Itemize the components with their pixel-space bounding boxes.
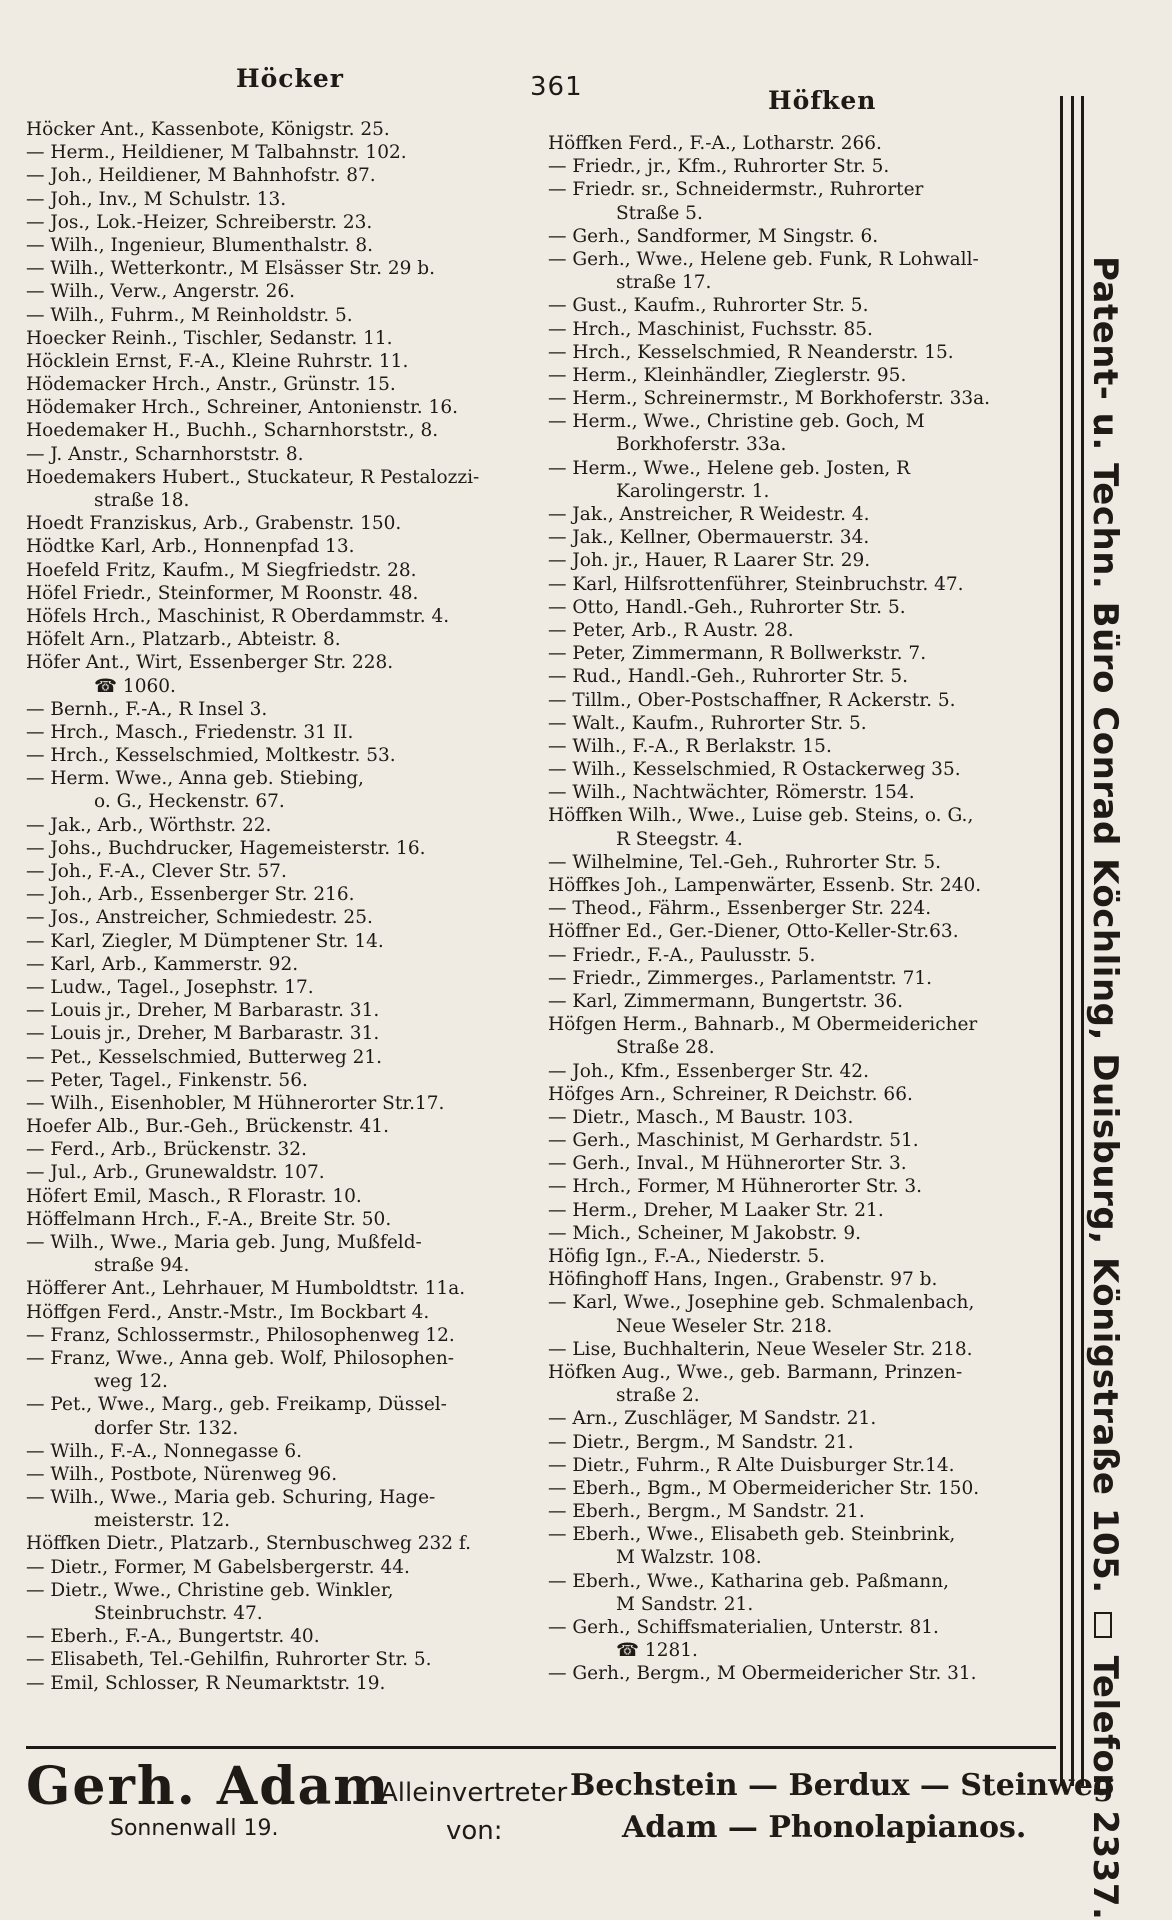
directory-entry: Höffken Wilh., Wwe., Luise geb. Steins, o. G., bbox=[548, 805, 974, 827]
directory-entry: — Karl, Hilfsrottenführer, Steinbruchstr. 47. bbox=[548, 573, 964, 595]
directory-entry: — Walt., Kaufm., Ruhrorter Str. 5. bbox=[548, 712, 867, 734]
directory-entry: Karolingerstr. 1. bbox=[616, 480, 770, 502]
directory-entry: — Friedr., jr., Kfm., Ruhrorter Str. 5. bbox=[548, 156, 890, 178]
directory-entry: — Eberh., Wwe., Elisabeth geb. Steinbrink, bbox=[548, 1524, 956, 1546]
directory-entry: — Dietr., Masch., M Baustr. 103. bbox=[548, 1106, 854, 1128]
directory-entry: — Gerh., Sandformer, M Singstr. 6. bbox=[548, 225, 879, 247]
directory-entry: — Ferd., Arb., Brückenstr. 32. bbox=[26, 1139, 307, 1161]
directory-entry: Hoedemakers Hubert., Stuckateur, R Pestalozzi- bbox=[26, 466, 480, 488]
directory-entry: — J. Anstr., Scharnhorststr. 8. bbox=[26, 443, 304, 465]
directory-entry: — Johs., Buchdrucker, Hagemeisterstr. 16. bbox=[26, 837, 426, 859]
directory-entry: Höfgen Herm., Bahnarb., M Obermeidericher bbox=[548, 1014, 978, 1036]
directory-entry: Hödemaker Hrch., Schreiner, Antonienstr. 16. bbox=[26, 397, 458, 419]
directory-entry: Höfig Ign., F.-A., Niederstr. 5. bbox=[548, 1246, 825, 1267]
directory-entry: — Wilh., Nachtwächter, Römerstr. 154. bbox=[548, 782, 915, 804]
directory-entry: — Pet., Wwe., Marg., geb. Freikamp, Düssel- bbox=[26, 1394, 447, 1416]
directory-entry: Hoecker Reinh., Tischler, Sedanstr. 11. bbox=[26, 327, 393, 349]
directory-entry: Straße 28. bbox=[616, 1037, 715, 1059]
directory-entry: — Karl, Wwe., Josephine geb. Schmalenbach, bbox=[548, 1292, 975, 1314]
directory-entry: — Peter, Zimmermann, R Bollwerkstr. 7. bbox=[548, 643, 927, 665]
directory-entry: — Louis jr., Dreher, M Barbarastr. 31. bbox=[26, 1023, 380, 1045]
directory-entry: — Joh., Inv., M Schulstr. 13. bbox=[26, 188, 287, 210]
directory-entry: — Eberh., Bergm., M Sandstr. 21. bbox=[548, 1501, 865, 1523]
directory-entry: — Jak., Arb., Wörthstr. 22. bbox=[26, 814, 272, 836]
directory-entry: — Gerh., Inval., M Hühnerorter Str. 3. bbox=[548, 1153, 907, 1175]
directory-entry: — Joh., Kfm., Essenberger Str. 42. bbox=[548, 1060, 869, 1082]
directory-entry: Hoefeld Fritz, Kaufm., M Siegfriedstr. 28. bbox=[26, 559, 417, 581]
directory-entry: Neue Weseler Str. 218. bbox=[616, 1315, 833, 1337]
directory-entry: — Joh., Heildiener, M Bahnhofstr. 87. bbox=[26, 165, 376, 187]
directory-entry: — Gerh., Maschinist, M Gerhardstr. 51. bbox=[548, 1130, 919, 1152]
directory-entry: Hoedt Franziskus, Arb., Grabenstr. 150. bbox=[26, 513, 402, 535]
directory-entry: — Rud., Handl.-Geh., Ruhrorter Str. 5. bbox=[548, 666, 908, 688]
directory-entry: Höcker Ant., Kassenbote, Königstr. 25. bbox=[26, 119, 390, 140]
directory-entry: — Peter, Arb., R Austr. 28. bbox=[548, 619, 794, 641]
directory-entry: — Jos., Lok.-Heizer, Schreiberstr. 23. bbox=[26, 211, 373, 233]
directory-entry: meisterstr. 12. bbox=[94, 1510, 231, 1532]
directory-entry: — Emil, Schlosser, R Neumarktstr. 19. bbox=[26, 1672, 386, 1694]
directory-entry: M Sandstr. 21. bbox=[616, 1593, 754, 1615]
directory-entry: — Wilh., Wetterkontr., M Elsässer Str. 29 b. bbox=[26, 258, 435, 280]
directory-entry: Höfels Hrch., Maschinist, R Oberdammstr. 4. bbox=[26, 605, 450, 627]
directory-entry: — Jul., Arb., Grunewaldstr. 107. bbox=[26, 1162, 325, 1184]
directory-entry: ☎ 1060. bbox=[94, 675, 176, 697]
directory-entry: — Wilh., Wwe., Maria geb. Jung, Mußfeld- bbox=[26, 1232, 422, 1253]
left-running-head: Höcker bbox=[236, 64, 344, 93]
advert-brands: Bechstein — Berdux — Steinweg bbox=[570, 1768, 1114, 1803]
directory-entry: Hödemacker Hrch., Anstr., Grünstr. 15. bbox=[26, 374, 396, 396]
directory-entry: straße 18. bbox=[94, 490, 190, 511]
directory-entry: — Eberh., Bgm., M Obermeidericher Str. 150. bbox=[548, 1477, 980, 1499]
directory-entry: — Herm., Wwe., Helene geb. Josten, R bbox=[548, 457, 911, 479]
directory-entry: — Theod., Fährm., Essenberger Str. 224. bbox=[548, 898, 932, 920]
directory-entry: — Hrch., Masch., Friedenstr. 31 II. bbox=[26, 721, 354, 743]
directory-entry: — Friedr., Zimmerges., Parlamentstr. 71. bbox=[548, 967, 932, 989]
directory-entry: Höfert Emil, Masch., R Florastr. 10. bbox=[26, 1185, 362, 1207]
right-column bbox=[548, 132, 1068, 1686]
directory-entry: dorfer Str. 132. bbox=[94, 1417, 239, 1439]
advert-von: von: bbox=[446, 1816, 503, 1846]
directory-entry: Höffner Ed., Ger.-Diener, Otto-Keller-Str.63. bbox=[548, 921, 959, 943]
left-column bbox=[26, 118, 546, 1695]
directory-entry: R Steegstr. 4. bbox=[616, 828, 743, 850]
directory-entry: — Wilh., F.-A., Nonnegasse 6. bbox=[26, 1440, 302, 1462]
directory-entry: — Otto, Handl.-Geh., Ruhrorter Str. 5. bbox=[548, 596, 906, 618]
directory-entry: — Herm., Kleinhändler, Zieglerstr. 95. bbox=[548, 364, 907, 386]
directory-entry: — Arn., Zuschläger, M Sandstr. 21. bbox=[548, 1408, 877, 1430]
directory-entry: — Franz, Schlossermstr., Philosophenweg 12. bbox=[26, 1324, 455, 1346]
directory-entry: Höffelmann Hrch., F.-A., Breite Str. 50. bbox=[26, 1208, 392, 1230]
directory-entry: M Walzstr. 108. bbox=[616, 1547, 762, 1569]
directory-entry: Borkhoferstr. 33a. bbox=[616, 434, 787, 456]
directory-entry: — Jak., Anstreicher, R Weidestr. 4. bbox=[548, 504, 870, 525]
sidebar-advert bbox=[1060, 96, 1165, 1920]
directory-entry: Steinbruchstr. 47. bbox=[94, 1603, 263, 1624]
directory-entry: — Mich., Scheiner, M Jakobstr. 9. bbox=[548, 1222, 862, 1244]
directory-entry: Höfer Ant., Wirt, Essenberger Str. 228. bbox=[26, 652, 394, 674]
directory-entry: — Wilh., Wwe., Maria geb. Schuring, Hage- bbox=[26, 1487, 436, 1509]
advert-representative: Alleinvertreter bbox=[380, 1778, 568, 1808]
directory-entry: — Tillm., Ober-Postschaffner, R Ackerstr. 5. bbox=[548, 689, 956, 711]
directory-entry: — Wilh., Postbote, Nürenweg 96. bbox=[26, 1463, 338, 1485]
directory-entry: ☎ 1281. bbox=[616, 1640, 698, 1662]
directory-entry: — Karl, Arb., Kammerstr. 92. bbox=[26, 953, 299, 975]
directory-entry: Höffkes Joh., Lampenwärter, Essenb. Str. 240. bbox=[548, 875, 982, 896]
directory-entry: — Herm., Wwe., Christine geb. Goch, M bbox=[548, 411, 925, 433]
directory-entry: Höfel Friedr., Steinformer, M Roonstr. 48. bbox=[26, 582, 419, 604]
directory-entry: — Hrch., Kesselschmied, R Neanderstr. 15. bbox=[548, 341, 954, 363]
directory-entry: — Wilh., Ingenieur, Blumenthalstr. 8. bbox=[26, 234, 374, 256]
directory-entry: — Louis jr., Dreher, M Barbarastr. 31. bbox=[26, 1000, 380, 1022]
directory-entry: weg 12. bbox=[94, 1371, 168, 1393]
directory-entry: — Wilh., Eisenhobler, M Hühnerorter Str.17. bbox=[26, 1092, 445, 1114]
sidebar-company: Patent- u. Techn. Büro Conrad Köchling, Duisburg, Königstraße 105. bbox=[1085, 256, 1125, 1594]
directory-entry: Höfges Arn., Schreiner, R Deichstr. 66. bbox=[548, 1083, 913, 1105]
directory-entry: — Lise, Buchhalterin, Neue Weseler Str. 218. bbox=[548, 1338, 973, 1360]
right-running-head: Höfken bbox=[768, 86, 877, 115]
advert-address: Sonnenwall 19. bbox=[110, 1816, 279, 1841]
directory-entry: — Herm., Heildiener, M Talbahnstr. 102. bbox=[26, 142, 407, 164]
sidebar-phone: Telefon 2337. bbox=[1085, 1655, 1125, 1920]
directory-entry: — Herm., Schreinermstr., M Borkhoferstr. 33a. bbox=[548, 388, 991, 410]
directory-entry: straße 17. bbox=[616, 272, 712, 294]
directory-entry: — Jak., Kellner, Obermauerstr. 34. bbox=[548, 527, 870, 549]
directory-entry: — Gust., Kaufm., Ruhrorter Str. 5. bbox=[548, 295, 869, 317]
directory-entry: Höfelt Arn., Platzarb., Abteistr. 8. bbox=[26, 629, 341, 651]
directory-entry: — Friedr. sr., Schneidermstr., Ruhrorter bbox=[548, 179, 924, 201]
directory-entry: — Wilhelmine, Tel.-Geh., Ruhrorter Str. 5. bbox=[548, 851, 941, 873]
directory-entry: Höffken Dietr., Platzarb., Sternbuschweg 232 f. bbox=[26, 1533, 471, 1555]
directory-entry: — Karl, Zimmermann, Bungertstr. 36. bbox=[548, 990, 903, 1012]
directory-entry: — Eberh., F.-A., Bungertstr. 40. bbox=[26, 1626, 320, 1648]
directory-entry: Höffgen Ferd., Anstr.-Mstr., Im Bockbart 4. bbox=[26, 1301, 430, 1323]
directory-entry: — Hrch., Maschinist, Fuchsstr. 85. bbox=[548, 318, 873, 340]
directory-entry: — Ludw., Tagel., Josephstr. 17. bbox=[26, 976, 314, 998]
directory-entry: — Joh., Arb., Essenberger Str. 216. bbox=[26, 884, 355, 906]
directory-entry: Hödtke Karl, Arb., Honnenpfad 13. bbox=[26, 536, 355, 558]
directory-entry: Höcklein Ernst, F.-A., Kleine Ruhrstr. 11. bbox=[26, 350, 409, 372]
directory-entry: — Pet., Kesselschmied, Butterweg 21. bbox=[26, 1046, 383, 1068]
directory-entry: — Gerh., Schiffsmaterialien, Unterstr. 81. bbox=[548, 1617, 939, 1638]
page-number: 361 bbox=[530, 72, 583, 102]
directory-entry: — Dietr., Wwe., Christine geb. Winkler, bbox=[26, 1579, 394, 1601]
directory-entry: — Jos., Anstreicher, Schmiedestr. 25. bbox=[26, 907, 373, 929]
directory-entry: — Friedr., F.-A., Paulusstr. 5. bbox=[548, 944, 816, 966]
directory-entry: Höfinghoff Hans, Ingen., Grabenstr. 97 b. bbox=[548, 1269, 938, 1291]
bottom-rule bbox=[26, 1746, 1056, 1749]
directory-entry: — Joh., F.-A., Clever Str. 57. bbox=[26, 861, 287, 882]
directory-entry: — Elisabeth, Tel.-Gehilfin, Ruhrorter Str. 5. bbox=[26, 1649, 432, 1671]
directory-entry: — Bernh., F.-A., R Insel 3. bbox=[26, 698, 268, 720]
directory-entry: — Herm., Dreher, M Laaker Str. 21. bbox=[548, 1199, 884, 1221]
advert-pianos: Adam — Phonolapianos. bbox=[622, 1810, 1027, 1845]
directory-entry: — Hrch., Former, M Hühnerorter Str. 3. bbox=[548, 1176, 923, 1198]
directory-entry: — Wilh., Verw., Angerstr. 26. bbox=[26, 281, 296, 303]
directory-entry: Hoedemaker H., Buchh., Scharnhorststr., 8. bbox=[26, 420, 439, 442]
directory-entry: — Dietr., Fuhrm., R Alte Duisburger Str.14. bbox=[548, 1454, 955, 1476]
directory-entry: o. G., Heckenstr. 67. bbox=[94, 791, 285, 813]
directory-entry: — Wilh., F.-A., R Berlakstr. 15. bbox=[548, 735, 832, 757]
directory-entry: — Franz, Wwe., Anna geb. Wolf, Philosophen- bbox=[26, 1347, 455, 1369]
directory-entry: Straße 5. bbox=[616, 202, 703, 224]
directory-entry: — Joh. jr., Hauer, R Laarer Str. 29. bbox=[548, 550, 871, 572]
advert-name: Gerh. Adam bbox=[26, 1756, 391, 1817]
directory-entry: — Dietr., Bergm., M Sandstr. 21. bbox=[548, 1431, 854, 1453]
directory-entry: — Gerh., Bergm., M Obermeidericher Str. 31. bbox=[548, 1663, 977, 1685]
sidebar-separator bbox=[1095, 1612, 1113, 1638]
directory-entry: Hoefer Alb., Bur.-Geh., Brückenstr. 41. bbox=[26, 1116, 389, 1138]
directory-entry: — Karl, Ziegler, M Dümptener Str. 14. bbox=[26, 930, 384, 952]
directory-entry: — Dietr., Former, M Gabelsbergerstr. 44. bbox=[26, 1556, 410, 1578]
directory-entry: — Peter, Tagel., Finkenstr. 56. bbox=[26, 1069, 308, 1091]
sidebar-text bbox=[1085, 256, 1125, 1920]
directory-entry: straße 94. bbox=[94, 1255, 190, 1277]
directory-entry: — Herm. Wwe., Anna geb. Stiebing, bbox=[26, 768, 364, 790]
directory-entry: — Eberh., Wwe., Katharina geb. Paßmann, bbox=[548, 1570, 950, 1592]
directory-entry: — Hrch., Kesselschmied, Moltkestr. 53. bbox=[26, 745, 396, 767]
directory-entry: Höfferer Ant., Lehrhauer, M Humboldtstr. 11a. bbox=[26, 1278, 466, 1300]
directory-entry: straße 2. bbox=[616, 1385, 700, 1407]
directory-entry: — Gerh., Wwe., Helene geb. Funk, R Lohwall- bbox=[548, 248, 979, 270]
directory-entry: — Wilh., Kesselschmied, R Ostackerweg 35. bbox=[548, 759, 961, 781]
directory-entry: Höffken Ferd., F.-A., Lotharstr. 266. bbox=[548, 133, 882, 154]
directory-entry: — Wilh., Fuhrm., M Reinholdstr. 5. bbox=[26, 304, 353, 326]
directory-entry: Höfken Aug., Wwe., geb. Barmann, Prinzen- bbox=[548, 1361, 963, 1383]
